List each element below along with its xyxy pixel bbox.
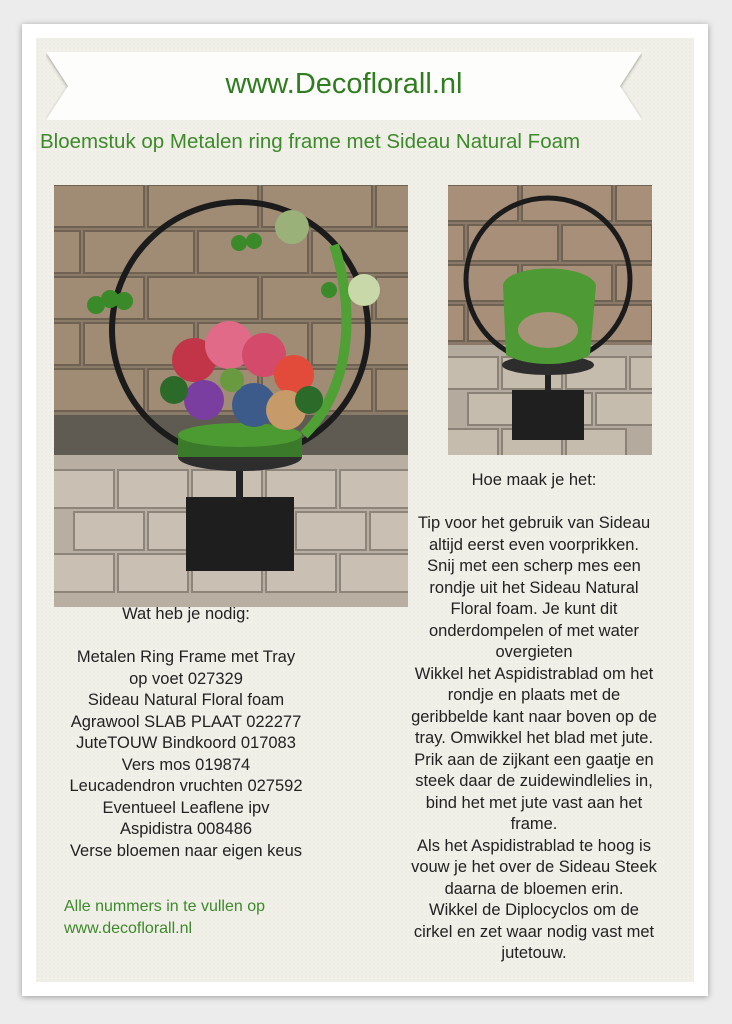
site-banner: [46, 52, 642, 120]
instruction-line: Als het Aspidistrablad te hoog is: [417, 836, 651, 855]
main-arrangement-photo: [54, 185, 408, 607]
instruction-line: vouw je het over de Sideau Steek: [411, 858, 657, 876]
list-item: Eventueel Leaflene ipv: [102, 798, 270, 817]
instruction-line: onderdompelen of met water: [428, 621, 640, 640]
instruction-line: Prik aan de zijkant een gaatje en: [414, 750, 654, 769]
footer-link[interactable]: www.decoflorall.nl: [64, 920, 193, 937]
instruction-line: rondje en plaats met de: [447, 686, 621, 704]
detail-ring-photo: [448, 185, 652, 455]
instruction-line: altijd eerst even voorprikken.: [428, 535, 640, 554]
instruction-line: frame.: [510, 815, 558, 833]
footer-text: Alle nummers in te vullen op: [64, 898, 265, 915]
list-item: Metalen Ring Frame met Tray: [76, 648, 296, 666]
materials-heading: Wat heb je nodig:: [122, 605, 250, 623]
instruction-line: Wikkel het Aspidistrablad om het: [414, 664, 654, 683]
list-item: Verse bloemen naar eigen keus: [69, 841, 303, 860]
instruction-line: bind het met jute vast aan het: [425, 793, 643, 812]
instruction-line: Snij met een scherp mes een: [427, 557, 641, 575]
instruction-line: steek daar de zuidewindlelies in,: [415, 772, 653, 790]
list-item: Sideau Natural Floral foam: [87, 691, 285, 709]
instruction-line: daarna de bloemen erin.: [444, 879, 624, 898]
list-item: JuteTOUW Bindkoord 017083: [76, 734, 296, 752]
site-url-heading[interactable]: www.Decoflorall.nl: [225, 68, 463, 100]
instruction-line: rondje uit het Sideau Natural: [429, 578, 639, 597]
instruction-line: Floral foam. Je kunt dit: [450, 600, 618, 618]
instruction-line: jutetouw.: [501, 944, 567, 962]
instruction-line: Wikkel de Diplocyclos om de: [429, 901, 639, 919]
list-item: Agrawool SLAB PLAAT 022277: [70, 712, 302, 731]
instruction-line: geribbelde kant naar boven op de: [411, 707, 657, 726]
list-item: Leucadendron vruchten 027592: [69, 777, 303, 795]
list-item: op voet 027329: [129, 669, 243, 688]
page-title: Bloemstuk op Metalen ring frame met Sideau Natural Foam: [40, 130, 581, 153]
materials-list: [36, 604, 336, 862]
instruction-line: tray. Omwikkel het blad met jute.: [414, 729, 654, 747]
instructions: [384, 470, 684, 965]
instruction-line: Tip voor het gebruik van Sideau: [417, 514, 651, 532]
footer-note: [64, 896, 265, 940]
list-item: Aspidistra 008486: [119, 820, 253, 838]
list-item: Vers mos 019874: [121, 755, 251, 774]
instructions-heading: Hoe maak je het:: [471, 471, 597, 489]
instruction-line: cirkel en zet waar nodig vast met: [413, 922, 655, 941]
instruction-line: overgieten: [495, 643, 573, 661]
